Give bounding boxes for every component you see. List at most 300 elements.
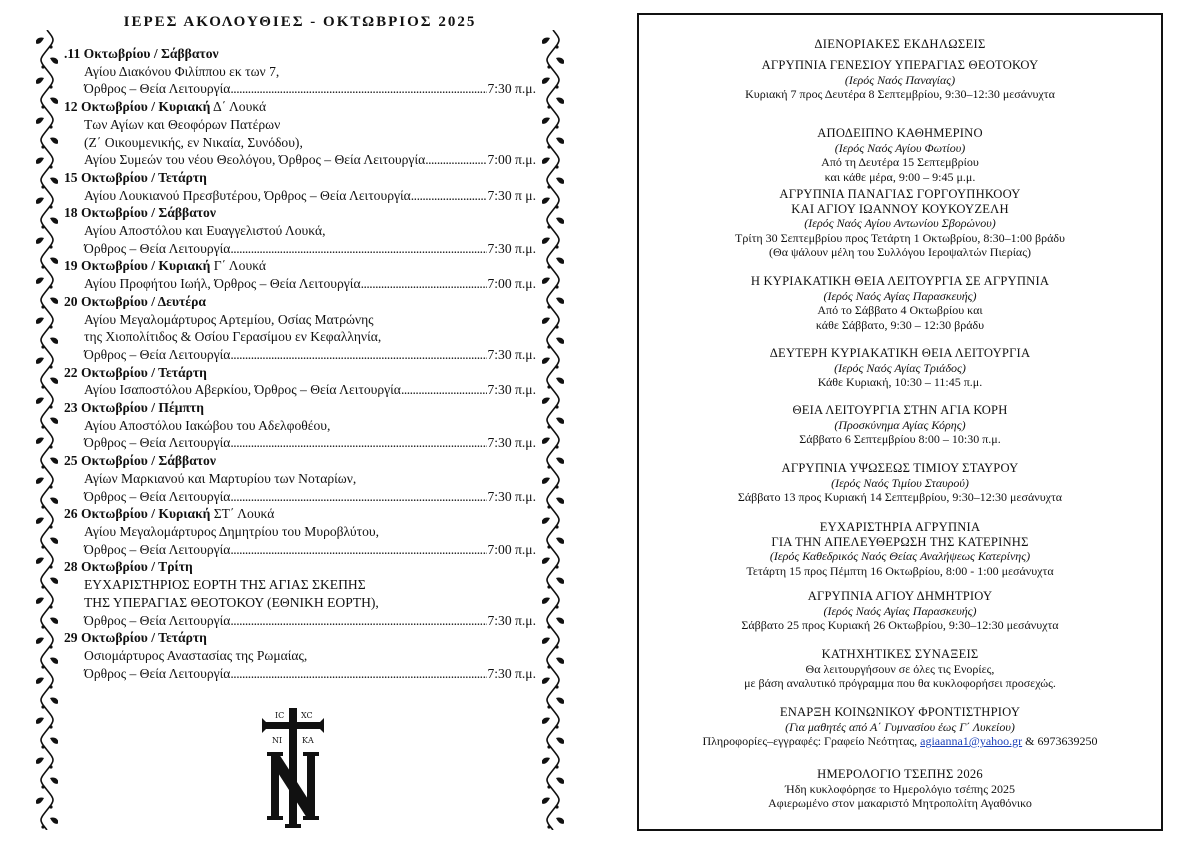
- service-text: Όρθρος – Θεία Λειτουργία: [84, 665, 231, 681]
- vine-leaf: [50, 418, 58, 424]
- vine-berry: [41, 265, 44, 268]
- vine-leaf: [556, 698, 564, 704]
- vine-leaf: [36, 598, 44, 604]
- event-title: ΘΕΙΑ ΛΕΙΤΟΥΡΓΙΑ ΣΤΗΝ ΑΓΙΑ ΚΟΡΗ: [792, 403, 1008, 417]
- entry-text-line: της Χιοπολίτιδος & Οσίου Γερασίμου εν Κεφαλληνία,: [84, 329, 382, 345]
- vine-leaf: [36, 278, 44, 284]
- entry-text-line: Αγίου Αποστόλου και Ευαγγελιστού Λουκά,: [84, 223, 326, 239]
- entry-text-line: ΕΥΧΑΡΙΣΤΗΡΙΟΣ ΕΟΡΤΗ ΤΗΣ ΑΓΙΑΣ ΣΚΕΠΗΣ: [84, 577, 366, 593]
- vine-berry: [41, 185, 44, 188]
- event-detail: Θα λειτουργήσουν σε όλες τις Ενορίες,: [805, 661, 995, 676]
- entry-service-line: [64, 240, 536, 258]
- event-location: (Για μαθητές από Α΄ Γυμνασίου έως Γ΄ Λυκείου): [785, 719, 1015, 734]
- vine-leaf: [556, 618, 564, 624]
- dot-leader: [411, 187, 488, 205]
- vine-berry: [49, 85, 52, 88]
- vine-leaf: [556, 738, 564, 744]
- vine-berry: [555, 125, 558, 128]
- entry-sunday-label: Γ΄ Λουκά: [210, 258, 267, 274]
- schedule-entry: [64, 169, 536, 204]
- vine-berry: [41, 785, 44, 788]
- schedule-entry: [64, 364, 536, 399]
- vine-leaf: [542, 398, 550, 404]
- entry-service-line: [64, 612, 536, 630]
- event-title: ΕΥΧΑΡΙΣΤΗΡΙΑ ΑΓΡΥΠΝΙΑ: [819, 520, 981, 534]
- vine-berry: [547, 105, 550, 108]
- event-location: (Ιερός Ναός Αγίας Τριάδος): [834, 360, 966, 375]
- dot-leader: [361, 275, 488, 293]
- event-detail: Ήδη κυκλοφόρησε το Ημερολόγιο τσέπης 2025: [785, 781, 1015, 796]
- entry-date-line: [64, 629, 536, 647]
- event-detail: και κάθε μέρα, 9:00 – 9:45 μ.μ.: [824, 169, 976, 184]
- event-block: [639, 126, 1161, 184]
- entry-date: 15 Οκτωβρίου / Τετάρτη: [64, 169, 207, 185]
- entry-service-line: [64, 488, 536, 506]
- event-title: Η ΚΥΡΙΑΚΑΤΙΚΗ ΘΕΙΑ ΛΕΙΤΟΥΡΓΙΑ ΣΕ ΑΓΡΥΠΝΙΑ: [750, 274, 1050, 288]
- vine-leaf: [50, 458, 58, 464]
- event-title: ΑΓΡΥΠΝΙΑ ΑΓΙΟΥ ΔΗΜΗΤΡΙΟΥ: [807, 589, 993, 603]
- event-block: [639, 705, 1161, 749]
- event-block: [639, 767, 1161, 811]
- vine-leaf: [542, 78, 550, 84]
- event-block: [639, 589, 1161, 633]
- vine-berry: [547, 665, 550, 668]
- vine-leaf: [36, 398, 44, 404]
- entry-text-line: ΤΗΣ ΥΠΕΡΑΓΙΑΣ ΘΕΟΤΟΚΟΥ (ΕΘΝΙΚΗ ΕΟΡΤΗ),: [84, 594, 379, 610]
- vine-berry: [555, 565, 558, 568]
- dot-leader: [230, 434, 487, 452]
- vine-berry: [555, 605, 558, 608]
- service-schedule: [64, 45, 536, 682]
- event-title: ΔΕΥΤΕΡΗ ΚΥΡΙΑΚΑΤΙΚΗ ΘΕΙΑ ΛΕΙΤΟΥΡΓΙΑ: [769, 346, 1031, 360]
- vine-berry: [547, 65, 550, 68]
- vine-berry: [555, 685, 558, 688]
- vine-leaf: [556, 218, 564, 224]
- service-text: Όρθρος – Θεία Λειτουργία: [84, 81, 231, 97]
- service-text: Όρθρος – Θεία Λειτουργία: [84, 488, 231, 504]
- service-time: 7:30 π.μ.: [487, 665, 536, 681]
- event-detail: Σάββατο 6 Σεπτεμβρίου 8:00 – 10:30 π.μ.: [799, 432, 1001, 446]
- vine-leaf: [542, 158, 550, 164]
- vine-leaf: [50, 498, 58, 504]
- vine-berry: [41, 425, 44, 428]
- vine-leaf: [36, 198, 44, 204]
- service-text: Αγίου Συμεών του νέου Θεολόγου, Όρθρος – Θεία Λειτουργία: [84, 152, 426, 168]
- vine-berry: [41, 145, 44, 148]
- ic-xc-nika-cross-icon: [258, 700, 328, 830]
- event-title: ΑΓΡΥΠΝΙΑ ΓΕΝΕΣΙΟΥ ΥΠΕΡΑΓΙΑΣ ΘΕΟΤΟΚΟΥ: [761, 58, 1039, 72]
- event-detail: Σάββατο 25 προς Κυριακή 26 Οκτωβρίου, 9:30–12:30 μεσάνυχτα: [741, 618, 1059, 632]
- entry-date-line: [64, 505, 536, 523]
- vine-leaf: [542, 678, 550, 684]
- dot-leader: [401, 381, 488, 399]
- entry-date: 29 Οκτωβρίου / Τετάρτη: [64, 630, 207, 646]
- entry-date-line: [64, 558, 536, 576]
- vine-leaf: [556, 58, 564, 64]
- vine-leaf: [556, 818, 564, 824]
- event-detail: Τρίτη 30 Σεπτεμβρίου προς Τετάρτη 1 Οκτωβρίου, 8:30–1:00 βράδυ: [735, 230, 1065, 245]
- event-block: [639, 403, 1161, 447]
- vine-leaf: [556, 338, 564, 344]
- entry-service-line: [64, 275, 536, 293]
- vine-berry: [547, 225, 550, 228]
- entry-sunday-label: ΣΤ΄ Λουκά: [210, 506, 275, 522]
- event-detail: Σάββατο 13 προς Κυριακή 14 Σεπτεμβρίου, 9:30–12:30 μεσάνυχτα: [737, 490, 1063, 504]
- vine-leaf: [542, 638, 550, 644]
- vine-leaf: [36, 38, 44, 44]
- vine-leaf: [36, 718, 44, 724]
- event-detail: Κυριακή 7 προς Δευτέρα 8 Σεπτεμβρίου, 9:30–12:30 μεσάνυχτα: [745, 87, 1055, 101]
- vine-berry: [547, 785, 550, 788]
- vine-leaf: [542, 478, 550, 484]
- vine-leaf: [556, 418, 564, 424]
- vine-leaf: [542, 438, 550, 444]
- service-text: Αγίου Λουκιανού Πρεσβυτέρου, Όρθρος – Θεία Λειτουργία: [84, 187, 411, 203]
- entry-service-line: [64, 80, 536, 98]
- vine-leaf: [36, 318, 44, 324]
- vine-leaf: [542, 518, 550, 524]
- vine-berry: [547, 385, 550, 388]
- vine-berry: [49, 485, 52, 488]
- vine-berry: [555, 725, 558, 728]
- vine-leaf: [50, 98, 58, 104]
- vine-leaf: [50, 338, 58, 344]
- vine-leaf: [50, 738, 58, 744]
- entry-service-line: [64, 151, 536, 169]
- entry-text-line: Των Αγίων και Θεοφόρων Πατέρων: [84, 116, 281, 132]
- vine-leaf: [556, 778, 564, 784]
- vine-berry: [555, 165, 558, 168]
- service-text: Όρθρος – Θεία Λειτουργία: [84, 612, 231, 628]
- entry-date: 26 Οκτωβρίου / Κυριακή: [64, 506, 211, 522]
- vine-berry: [41, 345, 44, 348]
- entry-date: 28 Οκτωβρίου / Τρίτη: [64, 559, 193, 575]
- service-time: 7:30 π.μ.: [487, 81, 536, 97]
- schedule-entry: [64, 257, 536, 292]
- vine-leaf: [542, 718, 550, 724]
- vine-leaf: [50, 58, 58, 64]
- events-box: [637, 13, 1163, 831]
- vine-leaf: [36, 558, 44, 564]
- vine-berry: [547, 265, 550, 268]
- vine-berry: [49, 245, 52, 248]
- event-title: ΚΑΤΗΧΗΤΙΚΕΣ ΣΥΝΑΞΕΙΣ: [821, 647, 979, 661]
- vine-berry: [49, 325, 52, 328]
- right-page: [600, 0, 1200, 849]
- dot-leader: [230, 240, 487, 258]
- emblem-ka: ΚΑ: [302, 736, 314, 745]
- vine-berry: [49, 525, 52, 528]
- vine-leaf: [50, 818, 58, 824]
- schedule-entry: [64, 452, 536, 505]
- schedule-entry: [64, 505, 536, 558]
- vine-berry: [41, 585, 44, 588]
- vine-leaf: [50, 578, 58, 584]
- vine-leaf: [542, 198, 550, 204]
- entry-date-line: [64, 257, 536, 275]
- dot-leader: [230, 612, 487, 630]
- vine-berry: [49, 45, 52, 48]
- vine-berry: [49, 125, 52, 128]
- schedule-entry: [64, 204, 536, 257]
- vine-berry: [555, 405, 558, 408]
- vine-berry: [49, 405, 52, 408]
- vine-berry: [41, 665, 44, 668]
- event-block: [639, 647, 1161, 691]
- email-link[interactable]: agiaanna1@yahoo.gr: [920, 734, 1023, 748]
- event-block: [639, 58, 1161, 102]
- service-time: 7:30 π μ.: [487, 187, 536, 203]
- entry-date-line: [64, 98, 536, 116]
- event-block: [639, 520, 1161, 578]
- vine-leaf: [556, 298, 564, 304]
- entry-service-line: [64, 541, 536, 559]
- emblem-ic: ΙC: [275, 711, 285, 720]
- vine-berry: [555, 445, 558, 448]
- vine-berry: [555, 365, 558, 368]
- vine-berry: [49, 645, 52, 648]
- service-time: 7:00 π.μ.: [487, 541, 536, 557]
- service-time: 7:30 π.μ.: [487, 346, 536, 362]
- entry-date: 22 Οκτωβρίου / Τετάρτη: [64, 364, 207, 380]
- event-location: (Ιερός Καθεδρικός Ναός Θείας Αναλήψεως Κατερίνης): [769, 549, 1031, 563]
- entry-date: .11 Οκτωβρίου / Σάββατον: [64, 46, 219, 61]
- vine-berry: [49, 285, 52, 288]
- vine-leaf: [556, 658, 564, 664]
- vine-leaf: [542, 278, 550, 284]
- event-location: (Προσκύνημα Αγίας Κόρης): [834, 417, 966, 432]
- service-text: Όρθρος – Θεία Λειτουργία: [84, 435, 231, 451]
- vine-berry: [41, 225, 44, 228]
- entry-text-line: Αγίου Μεγαλομάρτυρος Αρτεμίου, Οσίας Ματρώνης: [84, 311, 374, 327]
- vine-leaf: [542, 558, 550, 564]
- entry-text-line: Οσιομάρτυρος Αναστασίας της Ρωμαίας,: [84, 647, 308, 663]
- vine-leaf: [556, 258, 564, 264]
- service-time: 7:30 π.μ.: [487, 612, 536, 628]
- dot-leader: [230, 346, 487, 364]
- vine-leaf: [50, 298, 58, 304]
- service-time: 7:30 π.μ.: [487, 382, 536, 398]
- vine-leaf: [50, 258, 58, 264]
- service-time: 7:30 π.μ.: [487, 240, 536, 256]
- vine-berry: [547, 825, 550, 828]
- vine-berry: [41, 505, 44, 508]
- event-title: ΕΝΑΡΞΗ ΚΟΙΝΩΝΙΚΟΥ ΦΡΟΝΤΙΣΤΗΡΙΟΥ: [779, 705, 1021, 719]
- vine-leaf: [556, 378, 564, 384]
- vine-berry: [555, 245, 558, 248]
- dot-leader: [425, 151, 487, 169]
- entry-date: 20 Οκτωβρίου / Δευτέρα: [64, 293, 206, 309]
- vine-leaf: [542, 118, 550, 124]
- vine-berry: [547, 745, 550, 748]
- contact-phone: & 6973639250: [1022, 734, 1098, 748]
- vine-berry: [49, 205, 52, 208]
- event-block: [639, 274, 1161, 332]
- contact-line: [639, 734, 1161, 749]
- event-detail: (Θα ψάλουν μέλη του Συλλόγου Ιεροψαλτών Πιερίας): [769, 245, 1031, 259]
- entry-text-line: Αγίου Διακόνου Φιλίππου εκ των 7,: [84, 63, 280, 79]
- entry-date: 19 Οκτωβρίου / Κυριακή: [64, 258, 211, 274]
- vine-border-right: [542, 30, 564, 830]
- events-heading: ΔΙΕΝΟΡΙΑΚΕΣ ΕΚΔΗΛΩΣΕΙΣ: [814, 37, 986, 51]
- vine-berry: [49, 725, 52, 728]
- vine-berry: [547, 305, 550, 308]
- event-title: ΑΓΡΥΠΝΙΑ ΠΑΝΑΓΙΑΣ ΓΟΡΓΟΥΠΗΚΟΟΥ: [779, 187, 1021, 201]
- event-location: (Ιερός Ναός Αγίου Φωτίου): [834, 140, 966, 155]
- entry-date-line: [64, 364, 536, 382]
- service-time: 7:00 π.μ.: [487, 152, 536, 168]
- service-text: Όρθρος – Θεία Λειτουργία: [84, 346, 231, 362]
- vine-leaf: [556, 458, 564, 464]
- event-detail: Τετάρτη 15 προς Πέμπτη 16 Οκτωβρίου, 8:00 - 1:00 μεσάνυχτα: [746, 563, 1054, 578]
- vine-berry: [49, 605, 52, 608]
- vine-leaf: [36, 758, 44, 764]
- vine-berry: [555, 205, 558, 208]
- entry-date-line: [64, 452, 536, 470]
- dot-leader: [230, 488, 487, 506]
- dot-leader: [230, 665, 487, 683]
- vine-leaf: [542, 758, 550, 764]
- vine-berry: [555, 485, 558, 488]
- event-location: (Ιερός Ναός Αγίας Παρασκευής): [823, 603, 977, 618]
- vine-leaf: [36, 518, 44, 524]
- entry-date-line: [64, 204, 536, 222]
- schedule-entry: [64, 558, 536, 629]
- entry-date: 25 Οκτωβρίου / Σάββατον: [64, 453, 216, 469]
- vine-leaf: [50, 178, 58, 184]
- vine-leaf: [542, 318, 550, 324]
- vine-leaf: [36, 438, 44, 444]
- vine-leaf: [36, 238, 44, 244]
- entry-date-line: [64, 45, 536, 63]
- dot-leader: [230, 80, 487, 98]
- vine-leaf: [50, 618, 58, 624]
- vine-berry: [49, 685, 52, 688]
- event-title: ΓΙΑ ΤΗΝ ΑΠΕΛΕΥΘΕΡΩΣΗ ΤΗΣ ΚΑΤΕΡΙΝΗΣ: [771, 534, 1029, 549]
- event-location: (Ιερός Ναός Παναγίας): [844, 72, 956, 87]
- vine-leaf: [50, 778, 58, 784]
- entry-sunday-label: Δ΄ Λουκά: [210, 99, 267, 115]
- vine-leaf: [542, 598, 550, 604]
- entry-service-line: [64, 381, 536, 399]
- schedule-entry: [64, 98, 536, 169]
- vine-berry: [555, 645, 558, 648]
- vine-berry: [547, 505, 550, 508]
- entry-date-line: [64, 399, 536, 417]
- vine-berry: [49, 565, 52, 568]
- vine-berry: [555, 45, 558, 48]
- event-location: (Ιερός Ναός Τιμίου Σταυρού): [831, 475, 969, 490]
- vine-berry: [49, 805, 52, 808]
- event-detail: κάθε Σάββατο, 9:30 – 12:30 βράδυ: [815, 317, 985, 332]
- vine-leaf: [542, 358, 550, 364]
- vine-leaf: [556, 538, 564, 544]
- vine-berry: [41, 105, 44, 108]
- vine-leaf: [50, 538, 58, 544]
- event-title: ΚΑΙ ΑΓΙΟΥ ΙΩΑΝΝΟΥ ΚΟΥΚΟΥΖΕΛΗ: [791, 201, 1009, 216]
- vine-berry: [49, 765, 52, 768]
- vine-leaf: [36, 638, 44, 644]
- vine-berry: [41, 465, 44, 468]
- vine-berry: [555, 85, 558, 88]
- schedule-entry: [64, 629, 536, 682]
- event-block: [639, 461, 1161, 505]
- vine-berry: [49, 365, 52, 368]
- vine-leaf: [50, 698, 58, 704]
- event-detail: με βάση αναλυτικό πρόγραμμα που θα κυκλοφορήσει προσεχώς.: [744, 676, 1056, 690]
- vine-berry: [49, 445, 52, 448]
- event-title: ΑΠΟΔΕΙΠΝΟ ΚΑΘΗΜΕΡΙΝΟ: [817, 126, 983, 140]
- emblem-xc: XC: [301, 711, 313, 720]
- entry-date-line: [64, 169, 536, 187]
- vine-berry: [555, 325, 558, 328]
- service-text: Αγίου Ισαποστόλου Αβερκίου, Όρθρος – Θεία Λειτουργία: [84, 382, 401, 398]
- entry-service-line: [64, 346, 536, 364]
- service-text: Όρθρος – Θεία Λειτουργία: [84, 541, 231, 557]
- vine-berry: [547, 585, 550, 588]
- entry-text-line: Αγίου Μεγαλομάρτυρος Δημητρίου του Μυροβλύτου,: [84, 523, 380, 539]
- vine-border-left: [36, 30, 58, 830]
- event-block: [639, 346, 1161, 390]
- vine-leaf: [36, 118, 44, 124]
- vine-leaf: [556, 178, 564, 184]
- vine-leaf: [36, 798, 44, 804]
- vine-berry: [547, 185, 550, 188]
- vine-leaf: [36, 78, 44, 84]
- entry-date: 23 Οκτωβρίου / Πέμπτη: [64, 400, 204, 416]
- service-time: 7:00 π.μ.: [487, 276, 536, 292]
- vine-leaf: [542, 38, 550, 44]
- vine-berry: [555, 765, 558, 768]
- contact-prefix: Πληροφορίες–εγγραφές: Γραφείο Νεότητας,: [702, 734, 921, 748]
- service-time: 7:30 π.μ.: [487, 488, 536, 504]
- vine-leaf: [542, 798, 550, 804]
- event-location: (Ιερός Ναός Αγίας Παρασκευής): [823, 288, 977, 303]
- entry-text-line: (Ζ΄ Οικουμενικής, εν Νικαία, Συνόδου),: [84, 134, 303, 150]
- service-text: Αγίου Προφήτου Ιωήλ, Όρθρος – Θεία Λειτουργία: [84, 276, 361, 292]
- vine-leaf: [36, 158, 44, 164]
- entry-service-line: [64, 187, 536, 205]
- vine-berry: [547, 425, 550, 428]
- entry-service-line: [64, 665, 536, 683]
- vine-berry: [547, 705, 550, 708]
- entry-service-line: [64, 434, 536, 452]
- vine-berry: [49, 165, 52, 168]
- entry-text-line: Αγίου Αποστόλου Ιακώβου του Αδελφοθέου,: [84, 417, 331, 433]
- vine-berry: [555, 805, 558, 808]
- vine-berry: [41, 825, 44, 828]
- vine-leaf: [50, 378, 58, 384]
- vine-leaf: [556, 138, 564, 144]
- vine-leaf: [50, 138, 58, 144]
- vine-berry: [41, 625, 44, 628]
- vine-leaf: [50, 218, 58, 224]
- vine-berry: [547, 545, 550, 548]
- vine-berry: [41, 385, 44, 388]
- vine-leaf: [542, 238, 550, 244]
- vine-leaf: [556, 578, 564, 584]
- vine-berry: [555, 525, 558, 528]
- entry-date-line: [64, 293, 536, 311]
- schedule-entry: [64, 45, 536, 98]
- vine-berry: [41, 545, 44, 548]
- vine-berry: [41, 65, 44, 68]
- service-time: 7:30 π.μ.: [487, 435, 536, 451]
- event-block: [639, 187, 1161, 260]
- schedule-entry: [64, 293, 536, 364]
- vine-berry: [555, 285, 558, 288]
- emblem-ni: ΝΙ: [272, 736, 283, 745]
